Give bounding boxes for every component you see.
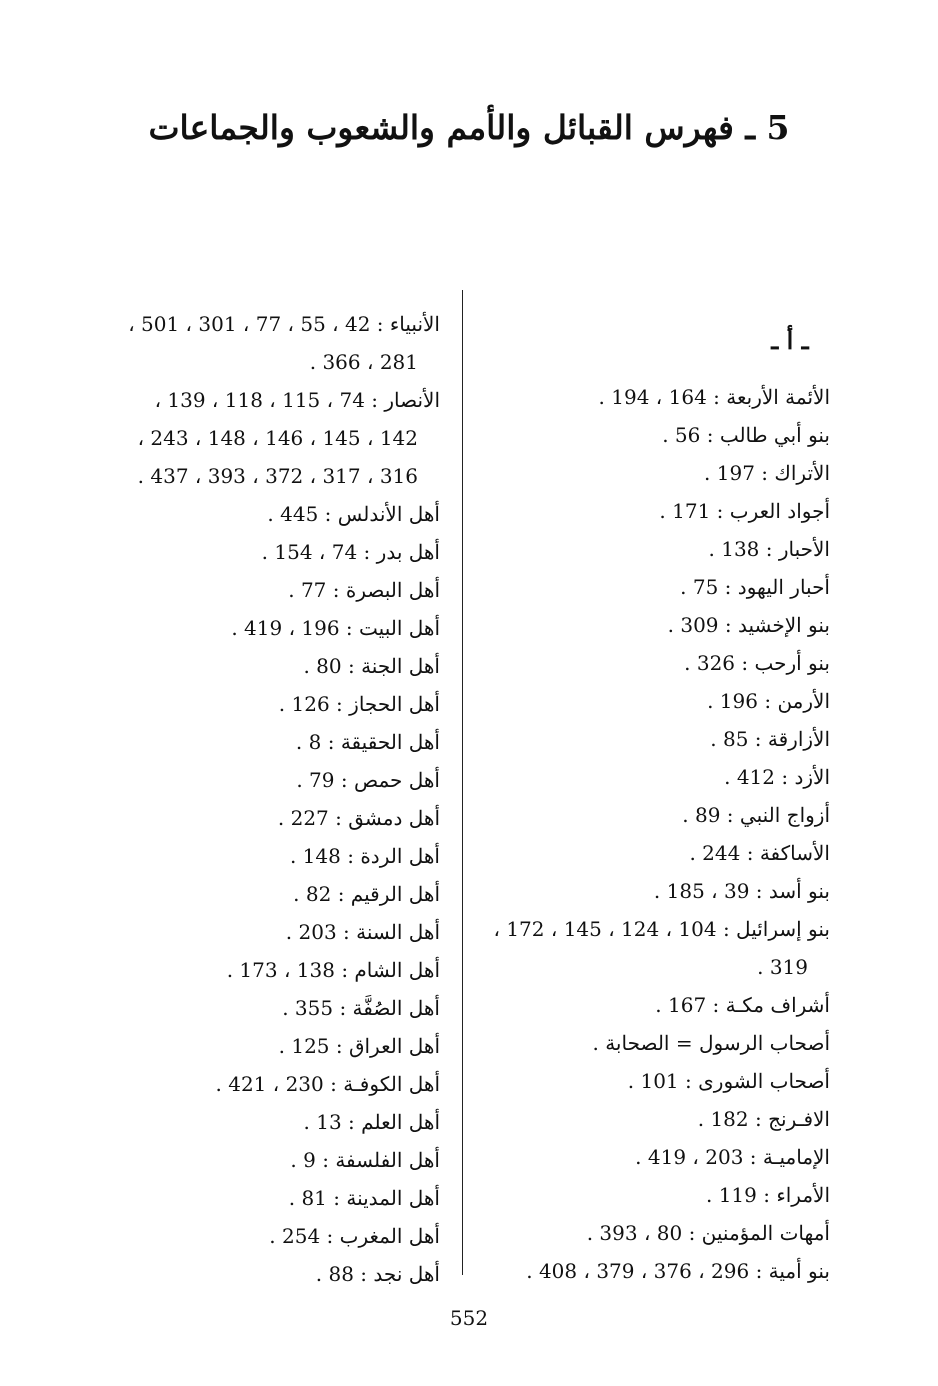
index-entry: أهل الجنة : 80 . <box>303 654 440 678</box>
index-entry: أهل الحجاز : 126 . <box>278 692 440 716</box>
index-entry: أهل نجد : 88 . <box>315 1262 440 1286</box>
index-entry: الأزارقة : 85 . <box>710 727 830 751</box>
index-entry: الأرمن : 196 . <box>707 689 830 713</box>
index-entry: أهل المغرب : 254 . <box>269 1224 440 1248</box>
index-entry-continuation: 142 ، 145 ، 146 ، 148 ، 243 ، <box>137 426 418 450</box>
page-title: 5 ـ فهرس القبائل والأمم والشعوب والجماعات <box>148 108 790 147</box>
index-entry: أهل حمص : 79 . <box>296 768 440 792</box>
index-entry: أصحاب الرسول = الصحابة . <box>592 1031 830 1055</box>
index-entry: الأنصار : 74 ، 115 ، 118 ، 139 ، <box>154 388 440 412</box>
index-entry: أهل الأندلس : 445 . <box>267 502 440 526</box>
index-entry: أحبار اليهود : 75 . <box>680 575 830 599</box>
index-entry: أهل دمشق : 227 . <box>277 806 440 830</box>
index-entry: الأمراء : 119 . <box>705 1183 830 1207</box>
index-entry: أهل الفلسفة : 9 . <box>290 1148 440 1172</box>
index-entry: أزواج النبي : 89 . <box>682 803 830 827</box>
index-entry: أهل الصُفَّة : 355 . <box>282 996 440 1020</box>
index-entry: أهل الحقيقة : 8 . <box>295 730 440 754</box>
index-entry-continuation: 281 ، 366 . <box>309 350 418 374</box>
index-entry: الإماميـة : 203 ، 419 . <box>635 1145 830 1169</box>
index-entry: أهل المدينة : 81 . <box>288 1186 440 1210</box>
section-letter: ـ أ ـ <box>771 326 809 355</box>
index-entry: بنو أمية : 296 ، 376 ، 379 ، 408 . <box>526 1259 830 1283</box>
index-entry: أهل بدر : 74 ، 154 . <box>261 540 440 564</box>
index-entry: الأئمة الأربعة : 164 ، 194 . <box>598 385 830 409</box>
index-column-left <box>80 305 440 1293</box>
index-entry: أمهات المؤمنين : 80 ، 393 . <box>586 1221 830 1245</box>
index-entry: أهل البصرة : 77 . <box>288 578 440 602</box>
index-entry: أهل العلم : 13 . <box>303 1110 440 1134</box>
index-entry: بنو الإخشيد : 309 . <box>667 613 830 637</box>
index-entry: الأساكفة : 244 . <box>689 841 830 865</box>
index-entry-continuation: 316 ، 317 ، 372 ، 393 ، 437 . <box>137 464 418 488</box>
index-entry: الافـرنج : 182 . <box>697 1107 830 1131</box>
index-entry: بنو أرحب : 326 . <box>684 651 830 675</box>
index-entry: أهل البيت : 196 ، 419 . <box>231 616 440 640</box>
index-entry: أهل الرقيم : 82 . <box>293 882 440 906</box>
index-entry: بنو أبي طالب : 56 . <box>662 423 830 447</box>
column-divider <box>462 290 463 1275</box>
index-entry: أهل السنة : 203 . <box>285 920 440 944</box>
index-entry: أهل العراق : 125 . <box>278 1034 440 1058</box>
page-number: 552 <box>449 1306 489 1330</box>
index-entry: الأزد : 412 . <box>724 765 830 789</box>
index-entry: أهل الشام : 138 ، 173 . <box>226 958 440 982</box>
index-entry: أجواد العرب : 171 . <box>659 499 830 523</box>
index-entry: بنو إسرائيل : 104 ، 124 ، 145 ، 172 ، <box>493 917 830 941</box>
index-entry: أشراف مكـة : 167 . <box>655 993 830 1017</box>
index-entry: أهل الكوفـة : 230 ، 421 . <box>215 1072 440 1096</box>
index-entry: الأنبياء : 42 ، 55 ، 77 ، 301 ، 501 ، <box>128 312 440 336</box>
index-column-right <box>475 305 830 1290</box>
index-entry: الأتراك : 197 . <box>704 461 830 485</box>
index-entry: بنو أسد : 39 ، 185 . <box>653 879 830 903</box>
index-entry-continuation: 319 . <box>757 955 808 979</box>
index-entry: الأحبار : 138 . <box>708 537 830 561</box>
index-entry: أصحاب الشورى : 101 . <box>627 1069 830 1093</box>
index-entry: أهل الردة : 148 . <box>289 844 440 868</box>
